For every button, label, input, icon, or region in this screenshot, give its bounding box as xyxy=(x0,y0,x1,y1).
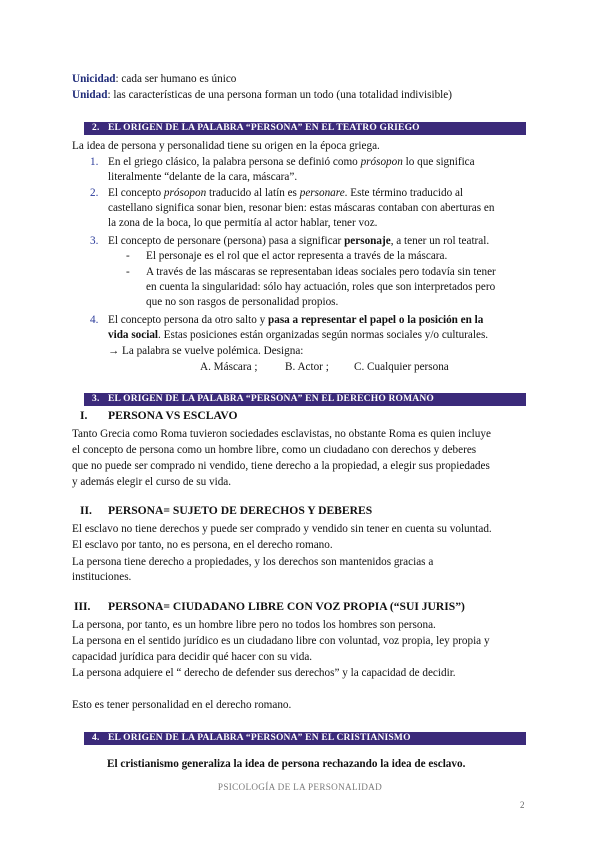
item-4-bold: pasa a representar el papel o la posición en la xyxy=(268,314,484,326)
item-2-line3: la zona de la boca, lo que permitía al actor hablar, tener voz. xyxy=(108,217,378,229)
p3-line3: capacidad jurídica para decidir qué hacer con su vida. xyxy=(72,651,313,663)
p3-line4: La persona adquiere el “ derecho de defender sus derechos” y la capacidad de decidir. xyxy=(72,667,456,679)
section-2-title: EL ORIGEN DE LA PALABRA “PERSONA” EN EL TEATRO GRIEGO xyxy=(108,123,420,133)
item-1-text-c: lo que significa xyxy=(402,156,475,168)
section-4-number: 4. xyxy=(92,733,100,743)
option-a: A. Máscara ; xyxy=(200,361,258,373)
p1-line2: el concepto de persona como un hombre libre, como un ciudadano con derechos y deberes xyxy=(72,444,477,456)
item-2-text-e: . Este término traducido al xyxy=(344,187,464,199)
subheading-1-num: I. xyxy=(80,409,88,422)
sub-1-dash: - xyxy=(126,250,130,262)
page-footer: PSICOLOGÍA DE LA PERSONALIDAD xyxy=(217,782,383,792)
sub-2-line2: en cuenta la singularidad: sólo hay actuación, roles que son interpretados pero xyxy=(146,281,496,293)
subheading-2 xyxy=(80,504,373,517)
sub-2-dash: - xyxy=(126,266,130,278)
def-unicidad xyxy=(72,72,236,86)
item-3-term: personaje xyxy=(344,235,391,247)
item-3-line1 xyxy=(108,234,489,248)
item-1-line1 xyxy=(108,155,475,169)
item-4-line1 xyxy=(108,313,483,327)
item-1-number: 1. xyxy=(90,156,99,168)
section-3-number: 3. xyxy=(92,394,100,404)
item-1-line2: literalmente “delante de la cara, máscara”. xyxy=(108,171,298,183)
item-2-line2: castellano significa sonar bien, resonar bien: estas máscaras contaban con aberturas en xyxy=(108,202,495,214)
section-4-header xyxy=(84,732,526,745)
item-4-line2 xyxy=(108,328,488,342)
item-3-text-c: , a tener un rol teatral. xyxy=(390,235,490,247)
p3-line1: La persona, por tanto, es un hombre libre pero no todos los hombres son persona. xyxy=(72,619,436,631)
item-4-text-2: . Estas posiciones están organizadas según normas sociales y/o culturales. xyxy=(158,329,489,341)
item-3-number: 3. xyxy=(90,235,99,247)
p1-line4: y además elegir el curso de su vida. xyxy=(72,476,232,488)
section-2-number: 2. xyxy=(92,123,100,133)
section-3-header xyxy=(84,393,526,406)
p3-line2: La persona en el sentido jurídico es un ciudadano libre con voluntad, voz propia, ley propia y xyxy=(72,635,490,647)
section-3-title: EL ORIGEN DE LA PALABRA “PERSONA” EN EL DERECHO ROMANO xyxy=(108,394,435,404)
subheading-3-num: III. xyxy=(74,600,91,613)
sub-2-line3: que no son rasgos de personalidad propios. xyxy=(146,296,339,308)
item-2-number: 2. xyxy=(90,187,99,199)
def-unicidad-text: : cada ser humano es único xyxy=(115,73,237,85)
section-2-intro: La idea de persona y personalidad tiene su origen en la época griega. xyxy=(72,140,380,152)
p1-line3: que no puede ser comprado ni vendido, tiene derecho a la propiedad, a elegir sus propiedades xyxy=(72,460,490,472)
option-b: B. Actor ; xyxy=(285,361,329,373)
term-unicidad: Unicidad xyxy=(72,73,116,85)
p2-line3: La persona tiene derecho a propiedades, y los derechos son mantenidos gracias a xyxy=(72,556,434,568)
p2-line4: instituciones. xyxy=(72,571,132,583)
p2-line1: El esclavo no tiene derechos y puede ser comprado y vendido sin tener en cuenta su voluntad. xyxy=(72,523,492,535)
subheading-1-text: PERSONA VS ESCLAVO xyxy=(108,409,238,422)
arrow-line: → La palabra se vuelve polémica. Designa: xyxy=(108,345,304,357)
item-4-bold-2: vida social xyxy=(108,329,159,341)
item-4-text-a: El concepto persona da otro salto y xyxy=(108,314,268,326)
item-4-number: 4. xyxy=(90,314,99,326)
subheading-2-num: II. xyxy=(80,504,92,517)
section-4-statement: El cristianismo generaliza la idea de persona rechazando la idea de esclavo. xyxy=(107,758,466,770)
item-3-text-a: El concepto de personare (persona) pasa a significar xyxy=(108,235,345,247)
term-unidad: Unidad xyxy=(72,89,108,101)
page-number: 2 xyxy=(520,800,525,810)
sub-1-text: El personaje es el rol que el actor representa a través de la máscara. xyxy=(146,250,448,262)
def-unidad-text: : las características de una persona forman un todo (una totalidad indivisible) xyxy=(107,89,452,101)
item-1-term: prósopon xyxy=(360,156,403,168)
item-2-text-c: traducido al latín es xyxy=(206,187,300,199)
section-4-title: EL ORIGEN DE LA PALABRA “PERSONA” EN EL CRISTIANISMO xyxy=(108,733,411,743)
item-2-text-a: El concepto xyxy=(108,187,164,199)
item-1-text-a: En el griego clásico, la palabra persona se definió como xyxy=(108,156,361,168)
section-2-header xyxy=(84,122,526,135)
closing-line: Esto es tener personalidad en el derecho romano. xyxy=(72,699,292,711)
item-2-term-personare: personare xyxy=(299,187,345,199)
option-c: C. Cualquier persona xyxy=(354,361,449,373)
item-2-line1 xyxy=(108,186,463,200)
item-2-term-prosopon: prósopon xyxy=(163,187,207,199)
p2-line2: El esclavo por tanto, no es persona, en el derecho romano. xyxy=(72,539,333,551)
def-unidad xyxy=(72,88,452,102)
subheading-3 xyxy=(74,600,465,613)
subheading-1 xyxy=(80,409,238,422)
sub-2-line1: A través de las máscaras se representaban ideas sociales pero todavía sin tener xyxy=(146,266,496,278)
p1-line1: Tanto Grecia como Roma tuvieron sociedades esclavistas, no obstante Roma es quien incluye xyxy=(72,428,491,440)
subheading-2-text: PERSONA= SUJETO DE DERECHOS Y DEBERES xyxy=(108,504,373,517)
subheading-3-text: PERSONA= CIUDADANO LIBRE CON VOZ PROPIA (“SUI JURIS”) xyxy=(108,600,465,613)
